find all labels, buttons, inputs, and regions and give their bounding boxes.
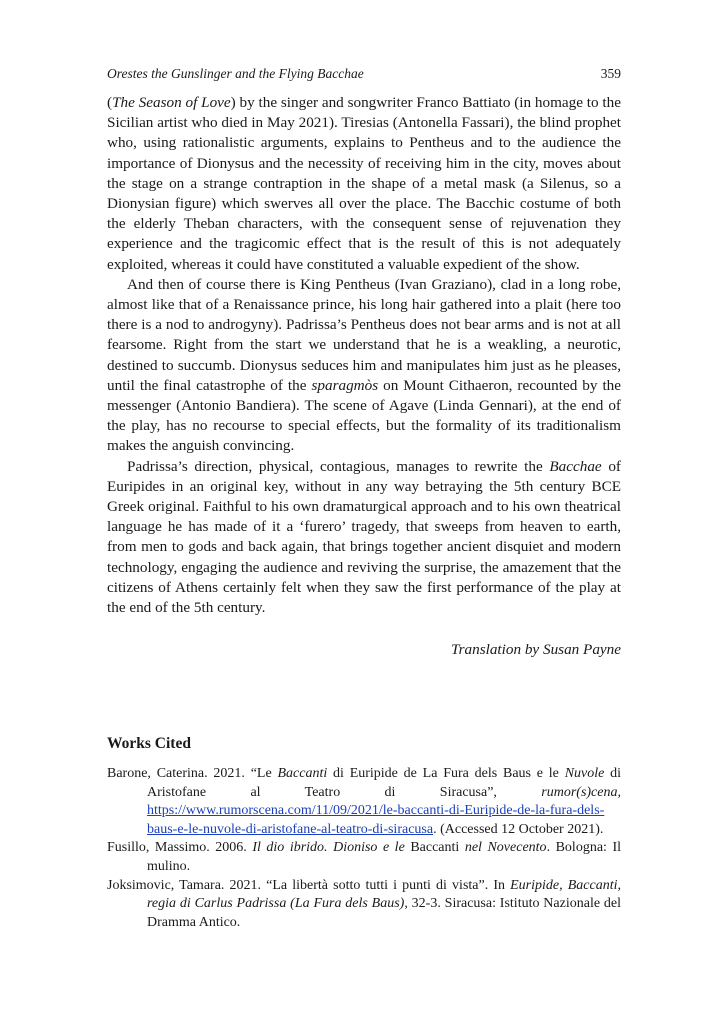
- works-cited-list: [107, 765, 621, 932]
- ref2-a: Fusillo, Massimo. 2006.: [107, 840, 253, 856]
- ref2-b: Il dio ibrido. Dioniso e le: [252, 840, 411, 856]
- ref1-h: . (Accessed 12 October 2021).: [433, 821, 604, 837]
- ref1-c: di Euripide de La Fura dels Baus e le: [327, 766, 565, 781]
- ref1-b: Baccanti: [277, 766, 328, 781]
- p3-title-italic: Bacchae: [549, 457, 602, 475]
- p2-text-c: on Mount Cithaeron, recounted by the messenger (Antonio Bandiera). The scene of Agave (Linda Gennari), at the end of the play, has no recourse to special effects, but the formality of its traditionalism makes the anguish convincing.: [107, 376, 622, 455]
- body-text: [107, 93, 621, 618]
- reference-item: [107, 877, 621, 933]
- p2-text-a: And then of course there is King Pentheus (Ivan Graziano), clad in a long robe, almost like that of a Renaissance prince, his long hair gathered into a plait (here too there is a nod to androgyny). Padrissa’s Pentheus does not bear arms and is not at all fearsome. Right from the start we understand that he is a weakling, a neurotic, destined to succumb. Dionysus seduces him and manipulates him just as he pleases, until the final catastrophe of the: [107, 275, 621, 394]
- reference-link[interactable]: https://www.rumorscena.com/11/09/2021/le-baccanti-di-Euripide-de-la-fura-dels-baus-e-le-nuvole-di-aristofane-al-teatro-di-siracusa: [147, 803, 605, 837]
- ref2-d: nel Novecento: [459, 840, 547, 856]
- ref3-b: Euripide, Baccanti, regia di Carlus Padrissa (La Fura dels Baus): [147, 877, 621, 912]
- ref1-d: Nuvole: [564, 766, 605, 781]
- running-title: Orestes the Gunslinger and the Flying Bacchae: [107, 66, 364, 81]
- p1-title-italic: The Season of Love: [112, 94, 231, 111]
- ref3-c: , 32-3. Siracusa: Istituto Nazionale del Dramma Antico.: [147, 896, 621, 930]
- p3-text-c: of Euripides in an original key, without in any way betraying the 5th century BCE Greek original. Faithful to his own dramaturgical approach and to his own theatrical language he has made of it a ‘furero’ tragedy, that sweeps from heaven to earth, from men to gods and back again, that brings together ancient disquiet and modern technology, engaging the audience and reviving the surprise, the amazement that the citizens of Athens certainly felt when they saw the first performance of the play at the end of the 5th century.: [107, 457, 621, 617]
- p2-term-italic: sparagmòs: [311, 376, 379, 394]
- ref2-c: Baccanti: [410, 840, 460, 856]
- ref1-f: rumor(s)cena,: [541, 784, 621, 800]
- reference-item: [107, 839, 621, 876]
- p1-text-c: ) by the singer and songwriter Franco Battiato (in homage to the Sicilian artist who died in May 2021). Tiresias (Antonella Fassari), the blind prophet who, using rationalistic arguments, explains to Pentheus and to the audience the importance of Dionysus and the necessity of receiving him in the city, moves about the stage on a strange contraption in the shape of a metal mask (a Silenus, so a Dionysian figure) which swerves all over the place. The Bacchic costume of both the elderly Theban characters, with the consequent sense of rejuvenation they experience and the tragicomic effect that is the result of this is not adequately exploited, whereas it could have constituted a valuable expedient of the show.: [107, 94, 621, 273]
- reference-item: [107, 765, 621, 839]
- ref2-e: . Bologna: Il mulino.: [147, 840, 622, 874]
- running-header: [107, 66, 621, 86]
- paragraph-1: [107, 93, 621, 275]
- ref1-e: di Aristofane al Teatro di Siracusa”,: [147, 766, 622, 800]
- ref3-a: Joksimovic, Tamara. 2021. “La libertà sotto tutti i punti di vista”. In: [107, 877, 511, 893]
- page-number: 359: [600, 66, 621, 81]
- works-cited-heading: Works Cited: [107, 735, 191, 752]
- p3-text-a: Padrissa’s direction, physical, contagious, manages to rewrite the: [127, 457, 550, 475]
- paragraph-3: [107, 457, 621, 619]
- paragraph-2: [107, 275, 621, 457]
- translation-credit: Translation by Susan Payne: [450, 641, 621, 658]
- p1-text-a: (: [107, 94, 113, 111]
- ref1-a: Barone, Caterina. 2021. “Le: [107, 766, 278, 781]
